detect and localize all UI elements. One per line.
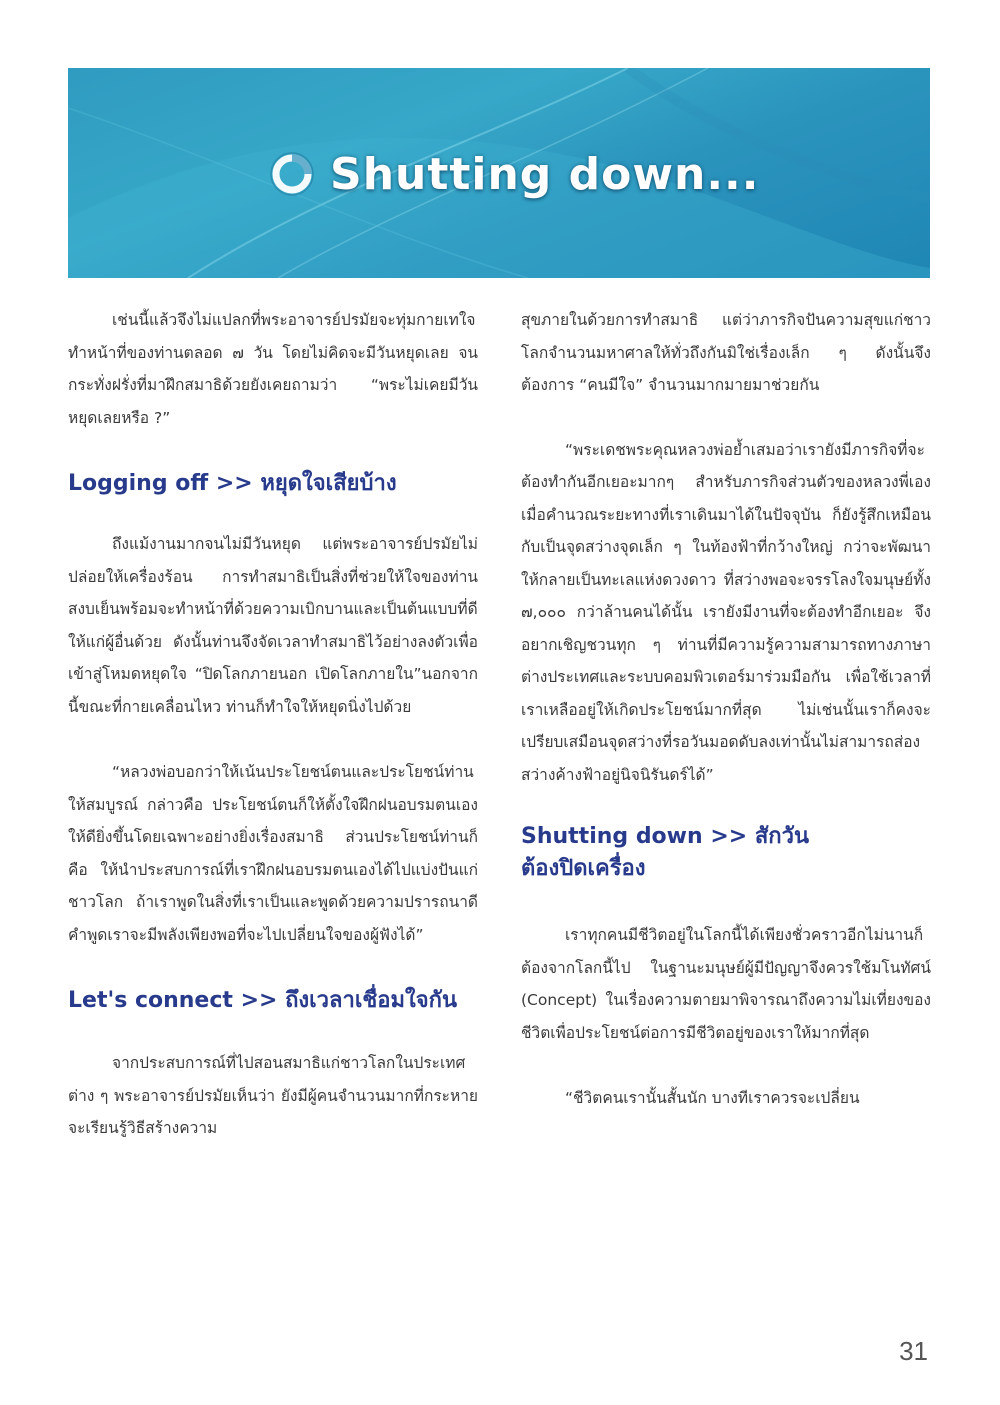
paragraph: “หลวงพ่อบอกว่าให้เน้นประโยชน์ตนและประโยชน์ท่านให้สมบูรณ์ กล่าวคือ ประโยชน์ตนก็ให้ตั้งใจฝึกฝนอบรมตนเองให้ดียิ่งขึ้นโดยเฉพาะอย่างยิ่งเรื่องสมาธิ ส่วนประโยชน์ท่านก็คือ ให้นำประสบการณ์ที่เราฝึกฝนอบรมตนเองได้ไปแบ่งปันแก่ชาวโลก ถ้าเราพูดในสิ่งที่เราเป็นและพูดด้วยความปรารถนาดี คำพูดเราจะมีพลังเพียงพอที่จะไปเปลี่ยนใจของผู้ฟังได้” — [68, 763, 478, 944]
paragraph: “ชีวิตคนเรานั้นสั้นนัก บางทีเราควรจะเปลี่ยน — [565, 1089, 860, 1107]
left-column — [68, 304, 478, 1145]
heading-line: Shutting down >> สักวัน — [521, 824, 809, 849]
paragraph: เช่นนี้แล้วจึงไม่แปลกที่พระอาจารย์ปรมัยจะทุ่มกายเทใจทำหน้าที่ของท่านตลอด ๗ วัน โดยไม่คิดจะมีวันหยุดเลย จนกระทั่งฝรั่งที่มาฝึกสมาธิด้วยยังเคยถามว่า “พระไม่เคยมีวันหยุดเลยหรือ ?” — [68, 311, 478, 427]
paragraph: “พระเดชพระคุณหลวงพ่อย้ำเสมอว่าเรายังมีภารกิจที่จะต้องทำกันอีกเยอะมากๆ สำหรับภารกิจส่วนตัวของหลวงพี่เอง เมื่อคำนวณระยะทางที่เราเดินมาได้ในปัจจุบัน ก็ยังรู้สึกเหมือนกับเป็นจุดสว่างจุดเล็ก ๆ ในท้องฟ้าที่กว้างใหญ่ กว่าจะพัฒนาให้กลายเป็นทะเลแห่งดวงดาว ที่สว่างพอจะจรรโลงใจมนุษย์ทั้ง ๗,๐๐๐ กว่าล้านคนได้นั้น เรายังมีงานที่จะต้องทำอีกเยอะ จึงอยากเชิญชวนทุก ๆ ท่านที่มีความรู้ความสามารถทางภาษาต่างประเทศและระบบคอมพิวเตอร์มาร่วมมือกัน เพื่อใช้เวลาที่เราเหลืออยู่ให้เกิดประโยชน์มากที่สุด ไม่เช่นนั้นเราก็คงจะเปรียบเสมือนจุดสว่างที่รอวันมอดดับลงเท่านั้นไม่สามารถส่องสว่างค้างฟ้าอยู่นิจนิรันดร์ได้” — [521, 440, 931, 784]
loading-spinner-icon — [268, 150, 316, 198]
section-heading-shutting-down — [521, 821, 931, 885]
section-heading-logging-off: Logging off >> หยุดใจเสียบ้าง — [68, 471, 397, 496]
shutting-down-banner — [68, 68, 930, 278]
paragraph: เราทุกคนมีชีวิตอยู่ในโลกนี้ได้เพียงชั่วคราวอีกไม่นานก็ต้องจากโลกนี้ไป ในฐานะมนุษย์ผู้มีปัญญาจึงควรใช้มโนทัศน์ (Concept) ในเรื่องความตายมาพิจารณาถึงความไม่เที่ยงของชีวิตเพื่อประโยชน์ต่อการมีชีวิตอยู่ของเราให้มากที่สุด — [521, 926, 931, 1042]
shutdown-message — [268, 146, 759, 202]
paragraph: จากประสบการณ์ที่ไปสอนสมาธิแก่ชาวโลกในประเทศต่าง ๆ พระอาจารย์ปรมัยเห็นว่า ยังมีผู้คนจำนวนมากที่กระหายจะเรียนรู้วิธีสร้างความ — [68, 1054, 478, 1137]
shutdown-text: Shutting down... — [330, 148, 760, 200]
section-heading-lets-connect: Let's connect >> ถึงเวลาเชื่อมใจกัน — [68, 988, 458, 1013]
paragraph: สุขภายในด้วยการทำสมาธิ แต่ว่าภารกิจปันความสุขแก่ชาวโลกจำนวนมหาศาลให้ทั่วถึงกันมิใช่เรื่องเล็ก ๆ ดังนั้นจึงต้องการ “คนมีใจ” จำนวนมากมายมาช่วยกัน — [521, 311, 931, 394]
heading-line: ต้องปิดเครื่อง — [521, 856, 646, 881]
right-column — [521, 304, 931, 1115]
page-number: 31 — [899, 1336, 928, 1366]
paragraph: ถึงแม้งานมากจนไม่มีวันหยุด แต่พระอาจารย์ปรมัยไม่ปล่อยให้เครื่องร้อน การทำสมาธิเป็นสิ่งที่ช่วยให้ใจของท่านสงบเย็นพร้อมจะทำหน้าที่ด้วยความเบิกบานและเป็นต้นแบบที่ดีให้แก่ผู้อื่นด้วย ดังนั้นท่านจึงจัดเวลาทำสมาธิไว้อย่างลงตัวเพื่อเข้าสู่โหมดหยุดใจ “ปิดโลกภายนอก เปิดโลกภายใน”นอกจากนี้ขณะที่กายเคลื่อนไหว ท่านก็ทำใจให้หยุดนิ่งไปด้วย — [68, 535, 478, 716]
